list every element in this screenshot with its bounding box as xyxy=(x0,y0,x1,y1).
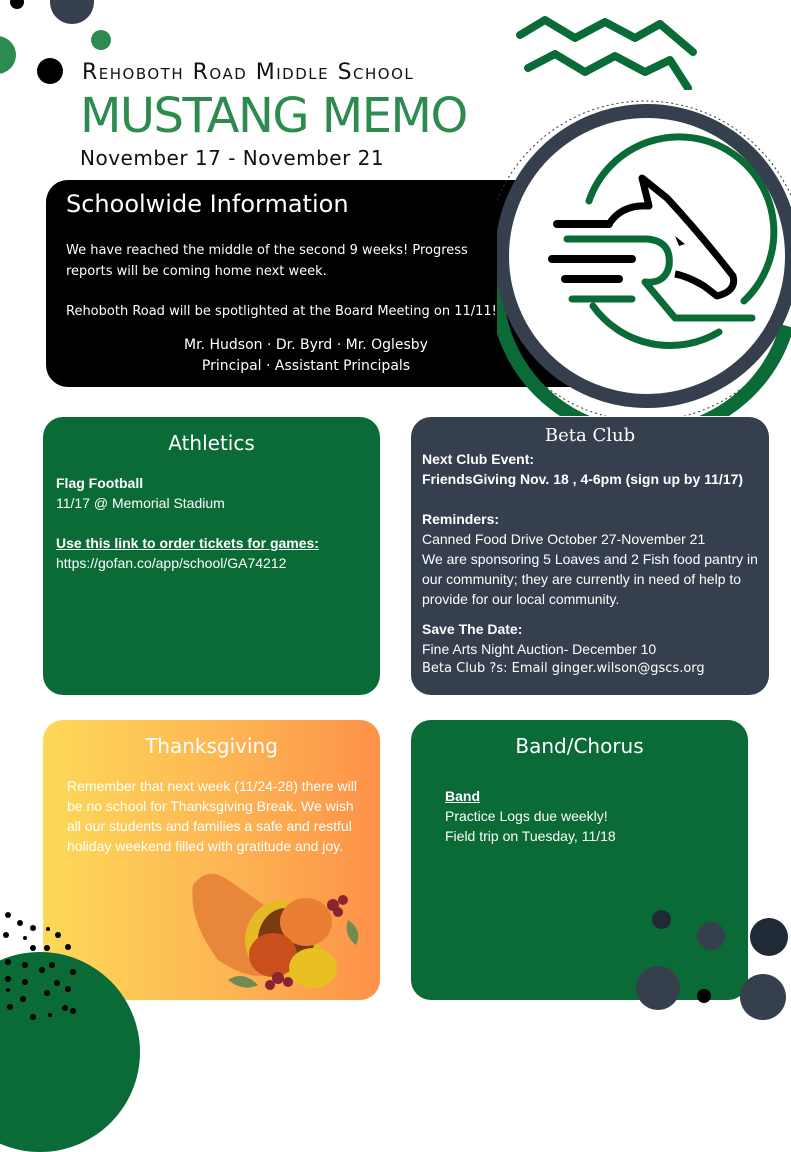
next-event-label: Next Club Event: xyxy=(422,451,535,467)
athletics-card xyxy=(43,417,380,695)
decor-dot xyxy=(10,0,24,9)
save-date: Fine Arts Night Auction- December 10 xyxy=(422,641,657,657)
next-event: FriendsGiving Nov. 18 , 4-6pm (sign up by 11/17) xyxy=(422,471,744,487)
band-subheading: Band xyxy=(445,788,480,804)
newsletter-title: MUSTANG MEMO xyxy=(80,88,467,144)
thanksgiving-card xyxy=(43,720,380,1000)
reminder-2: We are sponsoring 5 Loaves and 2 Fish food pantry in our community; they are currently in need of help to provide for our local community. xyxy=(422,551,758,607)
date-range: November 17 - November 21 xyxy=(80,146,385,170)
band-line-2: Field trip on Tuesday, 11/18 xyxy=(445,828,616,844)
decor-dot xyxy=(636,966,680,1010)
schoolwide-paragraph-2: Rehoboth Road will be spotlighted at the Board Meeting on 11/11! xyxy=(66,304,497,319)
tickets-link-label: Use this link to order tickets for games: xyxy=(56,535,319,551)
schoolwide-paragraph-1: We have reached the middle of the second 9 weeks! Progress reports will be coming home next week. xyxy=(66,243,468,279)
athletics-event-title: Flag Football xyxy=(56,475,144,491)
cornucopia-icon xyxy=(188,860,368,995)
tickets-link[interactable]: https://gofan.co/app/school/GA74212 xyxy=(56,555,287,571)
athletics-event-detail: 11/17 @ Memorial Stadium xyxy=(56,495,225,511)
school-name: Rehoboth Road Middle School xyxy=(82,60,415,85)
decor-dot xyxy=(750,918,788,956)
save-date-label: Save The Date: xyxy=(422,621,523,637)
beta-contact: Beta Club ?s: Email ginger.wilson@gscs.org xyxy=(422,661,705,676)
beta-club-heading: Beta Club xyxy=(544,425,636,446)
decor-dot xyxy=(0,36,16,74)
decor-dot xyxy=(50,0,94,24)
decor-dot xyxy=(697,989,711,1003)
reminder-1: Canned Food Drive October 27-November 21 xyxy=(422,531,706,547)
band-chorus-card xyxy=(411,720,748,1000)
athletics-heading: Athletics xyxy=(168,431,255,455)
schoolwide-heading: Schoolwide Information xyxy=(66,190,349,218)
decor-dot xyxy=(91,30,111,50)
beta-club-card xyxy=(411,417,769,695)
administrators xyxy=(46,335,566,377)
thanksgiving-heading: Thanksgiving xyxy=(145,734,278,758)
decor-dot xyxy=(697,922,725,950)
decor-dot xyxy=(740,974,786,1020)
thanksgiving-body: Remember that next week (11/24-28) there will be no school for Thanksgiving Break. We wish all our students and families a safe and restful holiday weekend filled with gratitude and joy. xyxy=(67,778,357,854)
band-line-1: Practice Logs due weekly! xyxy=(445,808,608,824)
administrator-names: Mr. Hudson · Dr. Byrd · Mr. Oglesby xyxy=(184,337,428,353)
zigzag-decoration-icon xyxy=(510,10,710,90)
band-chorus-heading: Band/Chorus xyxy=(515,734,644,758)
decor-dot-pattern-icon xyxy=(0,905,80,1024)
mustang-r-logo-icon xyxy=(497,96,791,416)
reminders-label: Reminders: xyxy=(422,511,500,527)
decor-dot xyxy=(652,910,671,929)
administrator-roles: Principal · Assistant Principals xyxy=(201,358,411,374)
decor-dot xyxy=(37,58,63,84)
